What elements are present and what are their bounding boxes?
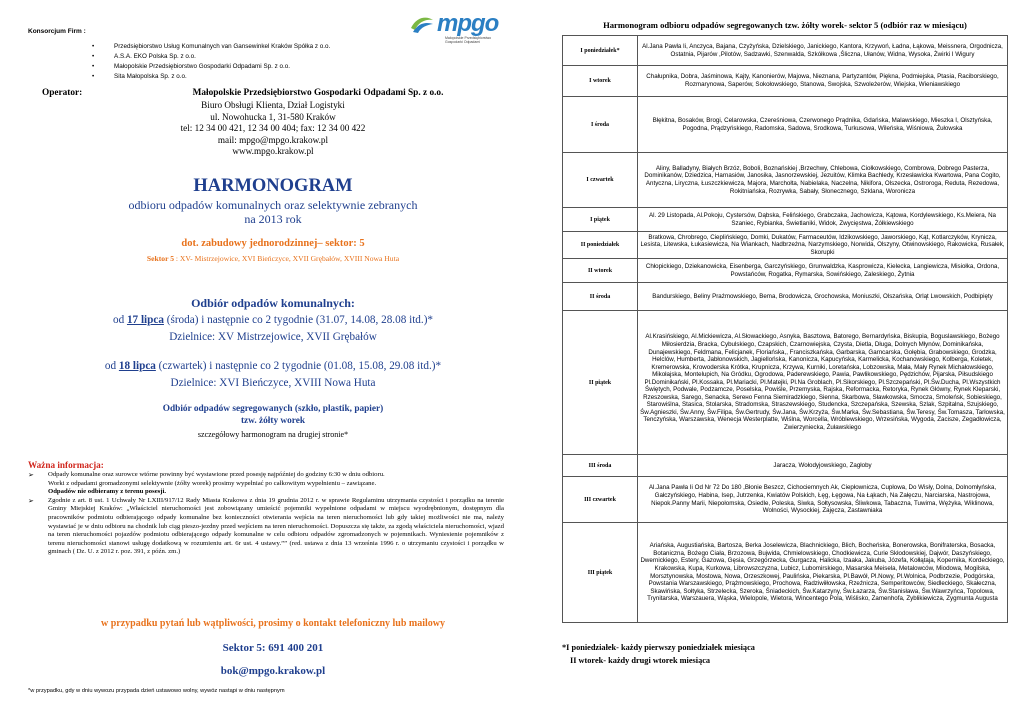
consortium-member: • Przedsiębiorstwo Usług Komunalnych van Gansewinkel Kraków Spółka z o.o. [88,42,330,52]
schedule-streets: Błękitna, Bosaków, Brogi, Celarowska, Czereśniowa, Czerwonego Prądnika, Gdańska, Malawskiego, Mieszka I, Olsztyńska, Pogodna, Prądzyńskiego, Radomska, Sadowa, Srodkowa, Turkusowa, Wileńska, Wiśniowa, Żułowska [638,97,1008,153]
line1-rest: (środa) i następnie co 2 tygodnie (31.07, 14.08, 28.08 itd.)* [163,314,434,326]
page-title: HARMONOGRAM [193,176,353,196]
warning-item-1c: Odpadów nie odbieramy z terenu posesji. [48,488,167,496]
municipal-line-2 [28,360,518,372]
municipal-heading: Odbiór odpadów komunalnych: [191,296,355,310]
consortium-member: • Sita Małopolska Sp. z o.o. [88,72,330,82]
schedule-streets: Aliny, Balladyny, Białych Brzóz, Boboli, Boznańskiej ,Brzechwy, Chlebowa, Ciołkowskiego, Combrowa, Dobrego Pasterza, Dominikanów, Dziedzica, Harnasiów, Janosika, Jasnorzewskiej, Jezuitów, Klimka Bachledy, Krzesławicka Kwartowa, Pana Cogito, Antyczna, Liryczna, Łuszczkiewicza, Majora, Marchołta, Nabielaka, Naczelna, Nikifora, Olszecka, Ostroroga, Reduta, Rezedowa, Rokitniańska, Rozrywka, Sabały, Słonecznego, Szklana, Woronicza [638,153,1008,208]
table-row [563,311,1008,455]
schedule-streets: Al.Jana Pawła Ii Od Nr 72 Do 180 ,Błonie Beszcz, Cichociemnych Ak, Ciepłownicza, Cupłowa, Do Wisły, Dolna, Dolnomłyńska, Gałczyńskiego, Habina, Isep, Jutrzenka, Kwiatów Polskich, Łęg, Łęgowa, Na Łąkach, Na Załęczu, Narciarska, Nastrojowa, Niepok.Panny Marii, Niepołomska, Osiedle, Poleska, Siwka, Sołtysowska, Śliwkowa, Tabaczna, Tuwima, Wężyka, Wiklinowa, Wolności, Wysockiej, Zajęcza, Zastawniaka [638,477,1008,523]
sector-subline [28,254,518,263]
table-row [563,283,1008,311]
logo-subtitle: Małopolskie Przedsiębiorstwo Gospodarki Odpadami [445,36,492,44]
municipal-line-1 [28,314,518,326]
table-row [563,208,1008,232]
contact-email[interactable]: bok@mpgo.krakow.pl [220,665,326,677]
operator-name-text: Małopolskie Przedsiębiorstwo Gospodarki Odpadami Sp. z o.o. [192,88,444,98]
warning-list [28,471,504,557]
operator-office: Biuro Obsługi Klienta, Dział Logistyki [201,100,345,110]
schedule-streets: Ariańska, Augustiańska, Bartosza, Berka Joselewicza, Blachnickiego, Blich, Bocheńska, Bonerowska, Bonifraterska, Bosacka, Botaniczna, Bożego Ciała, Brzozowa, Bujwida, Chmielowskiego, Chodkiewicza, Curie Skłodowskiej, Dajwór, Daszyńskiego, Dwernickiego, Estery, Gazowa, Gęsia, Grzegórzecka, Gurgacza, Halicka, Izaaka, Jakuba, Józefa, Kołłątaja, Kopernika, Kordeckiego, Krakowska, Kupa, Kurkowa, Librowszczyzna, Lubicz, Lubomirskiego, Masarska Meisela, Metalowców, Miodowa, Mogilska, Morsztynowska, Mostowa, Nowa, Orzeszkowej, Paulińska, Piekarska, Pl.Bawół, Pl.Nowy, Pl.Wolnica, Podbrzezie, Podgórska, Powstania Warszawskiego, Prążmowskiego, Prochowa, Radziwiłłowska, Rzeźnicza, Semperitowców, Siedleckiego, Skałeczna, Skawińska, Sołtyka, Strzelecka, Szeroka, Śniadeckich, Św.Katarzyny, Św.Łazarza, Św.Stanisława, Św.Wawrzyńca, Topolowa, Trynitarska, Warszauera, Wąska, Wielopole, Wietora, Wincentego Pola, Wiślisko, Zamenhofa, Zyblikiewicza, Zygmunta Augusta [638,523,1008,623]
schedule-streets: Bratkowa, Chrobrego, Cieplińskiego, Domki, Dukatów, Farmaceutów, Idzikowskiego, Jaworskiego, Kąt, Kotlarczyków, Krynicza, Lesista, Litewska, Łukasiewicza, Na Wiankach, Nadbrzeżna, Narzymskiego, Norwida, Olszyny, Otwinowskiego, Rakowicka, Rusałek, Skorupki [638,232,1008,259]
schedule-day: III piątek [563,523,638,623]
schedule-note-2: II wtorek- każdy drugi wtorek miesiąca [570,656,711,665]
schedule-streets: Chałupnika, Dobra, Jaśminowa, Kajty, Kanonierów, Majowa, Nieznana, Partyzantów, Piękna, Podmiejska, Ptasia, Raciborskiego, Rozmarynowa, Saperów, Sokołowskiego, Stanowa, Swojska, Szwoleżerów, Wiejska, Wieniawskiego [638,66,1008,97]
line1-prefix: od [112,314,127,326]
schedule-day: I piątek [563,208,638,232]
table-row [563,455,1008,477]
schedule-streets: Al. 29 Listopada, Al.Pokoju, Cystersów, Dąbska, Felińskiego, Grabczaka, Jachowicza, Kątowa, Kordylewskiego, Ks.Meiera, Na Szaniec, Rybianka, Świetlaniki, Widok, Zwycięstwa, Żółkiewskiego [638,208,1008,232]
table-row [563,259,1008,283]
schedule-table [562,35,1008,623]
subtitle-line-1: odbioru odpadów komunalnych oraz selektywnie zebranych [128,198,418,212]
table-row [563,523,1008,623]
consortium-member: • A.S.A. EKO Polska Sp. z o.o. [88,52,330,62]
municipal-districts-1 [28,331,518,343]
operator-contact [28,100,518,158]
schedule-day: I poniedziałek* [563,36,638,66]
schedule-day: I wtorek [563,66,638,97]
schedule-title: Harmonogram odbioru odpadów segregowanych tzw. żółty worek- sektor 5 (odbiór raz w miesiącu) [603,20,967,30]
segregated-heading-1: Odbiór odpadów segregowanych (szkło, plastik, papier) [162,404,384,414]
sector-sub-label: Sektor 5 [146,254,174,263]
schedule-day: I czwartek [563,153,638,208]
warning-item-1: ➢ Odpady komunalne oraz surowce wtórne powinny być wystawione przed posesję najpóźniej do godziny 6:30 w dniu odbioru. [28,471,504,480]
warning-item-2: ➢ Zgodnie z art. 8 ust. 1 Uchwały Nr LXIII/917/12 Rady Miasta Krakowa z dnia 19 grudnia 2012 r. w sprawie Regulaminu utrzymania czystości i porządku na terenie Gminy Miejskiej Kraków: „Właściciel nieruchomości jest zobowiązany umieścić pojemniki wypełnione odpadami w miejscu wyodrębnionym, dostępnym dla pracowników podmiotu odbierającego odpady komunalne bez konieczności otwierania wejścia na teren nieruchomości lub gdy takiej możliwości nie ma, należy wystawiać je w dniu odbioru na chodnik lub ciąg pieszo-jezdny przed wejściem na teren nieruchomości. Dopuszcza się także, za zgodą właściciela nieruchomości, wjazd na teren nieruchomości pojazdów podmiotu odbierającego odpady komunalne w celu odbioru odpadów zgromadzonych w pojemnikach. Wyniesienie pojemników z terenu nieruchomości stanowi usługę dodatkową w rozumieniu art. 6r ust. 4 ustawy.”” (red. ustawa z dnia 13 września 1996 r. o utrzymaniu czystości i porządku w gminach ( Dz. U. z 2012 r. poz. 391, z późn. zm.) [28,497,504,557]
logo-text: mpgo [437,10,499,37]
sector-sub-text: : XV- Mistrzejowice, XVI Bieńczyce, XVII Grębałów, XVIII Nowa Huta [174,254,400,263]
schedule-streets: Al.Jana Pawła Ii, Anczyca, Bajana, Czyżyńska, Dzielskiego, Janickiego, Kantora, Krzywoń, Ładna, Łąkowa, Meissnera, Orgodnicza, Ostatnia, Pijarów ,Pilotów, Sadzawki, Szenwalda, Szkółkowa ,Śliczna, Ułanów, Widna, Wysoka, Żwirki I Wigury [638,36,1008,66]
logo-swoosh-icon [409,14,435,34]
schedule-day: II środa [563,283,638,311]
warning-item-1b: Worki z odpadami gromadzonymi selektywnie (żółty worek) prosimy wypełniać po całkowitym wypełnieniu – zawiązane. [48,479,377,487]
subtitle-line-2: na 2013 rok [244,212,302,226]
consortium-member: • Małopolskie Przedsiębiorstwo Gospodarki Odpadami Sp. z o.o. [88,62,330,72]
line1-districts: Dzielnice: XV Mistrzejowice, XVII Grębałów [169,331,377,343]
schedule-streets: Chłopickiego, Dziekanowicka, Eisenberga, Garczyńskiego, Grunwaldzka, Kasprowicza, Kielecka, Langiewicza, Misiołka, Ordona, Powstańców, Rogatka, Rymarska, Sowińskiego, Zaleskiego, Żytnia [638,259,1008,283]
warning-heading: Ważna informacja: [28,460,104,470]
segregated-heading-2: tzw. żółty worek [240,415,306,426]
schedule-day: I środa [563,97,638,153]
operator-label: Operator: [42,88,83,98]
line2-date: 18 lipca [118,360,156,372]
operator-www[interactable]: www.mpgo.krakow.pl [232,146,314,157]
holiday-footnote: *w przypadku, gdy w dniu wywozu przypada dzień ustawowo wolny, wywóz nastąpi w dniu następnym [28,688,285,694]
schedule-day: III środa [563,455,638,477]
consortium-list [88,42,330,82]
operator-mail[interactable]: mail: mpgo@mpgo.krakow.pl [217,134,329,145]
table-row [563,66,1008,97]
schedule-streets: Bandurskiego, Beliny Prażmowskiego, Bema, Brodowicza, Grochowska, Moniuszki, Olszańska, Orląt Lwowskich, Podbipięty [638,283,1008,311]
mpgo-logo [407,12,502,42]
table-row [563,36,1008,66]
sector-heading: dot. zabudowy jednorodzinnej– sektor: 5 [181,238,365,249]
operator-name [28,88,518,98]
line1-date: 17 lipca [126,314,164,326]
schedule-note-1: *I poniedziałek- każdy pierwszy poniedziałek miesiąca [562,643,755,652]
schedule-day: II wtorek [563,259,638,283]
schedule-streets: Jaracza, Wołodyjowskiego, Zagłoby [638,455,1008,477]
operator-tel: tel: 12 34 00 421, 12 34 00 404; fax: 12 34 00 422 [180,123,366,134]
table-row [563,477,1008,523]
sector-phone[interactable]: Sektor 5: 691 400 201 [222,642,324,654]
table-row [563,232,1008,259]
municipal-districts-2 [28,377,518,389]
page-subtitle [28,198,518,226]
line2-prefix: od [104,360,119,372]
table-row [563,153,1008,208]
schedule-day: II poniedziałek [563,232,638,259]
table-row [563,97,1008,153]
line2-rest: (czwartek) i następnie co 2 tygodnie (01.08, 15.08, 29.08 itd.)* [155,360,442,372]
schedule-day: II piątek [563,311,638,455]
consortium-label: Konsorcjum Firm : [28,28,86,35]
schedule-day: III czwartek [563,477,638,523]
contact-line: w przypadku pytań lub wątpliwości, prosimy o kontakt telefoniczny lub mailowy [100,618,446,629]
line2-districts: Dzielnice: XVI Bieńczyce, XVIII Nowa Huta [170,377,376,389]
segregated-sub: szczegółowy harmonogram na drugiej stronie* [197,430,349,439]
schedule-streets: Al.Krasińskiego, Al.Mickiewicza, Al.Słowackiego, Asnyka, Basztowa, Batorego, Bernardyńska, Biskupia, Boguslawskiego, Bożego Miłosierdzia, Bracka, Cybulskiego, Czapskich, Czarnowiejska, Czysta, Dietla, Długa, Dolnych Młynów, Dominikańska, Dunajewskiego, Feldmana, Felicjanek, Floriańska,, Franciszkańska, Garbarska, Garncarska, Gołębia, Grabowskiego, Grodzka, Helclów, Humberta, Jabłonowskich, Jagiellońska, Kanonicza, Kapucyńska, Karmelicka, Kochanowskiego, Kolberga, Koletek, Kremerowska, Krowoderska Krótka, Krupnicza, Krzywa, Kurniki, Loretańska, Lobzowska, Mała, Mały Rynek Michałowskiego, Mikołajska, Montelupich, Na Gródku, Ogrodowa, Paderewskiego, Pawia, Pawlikowskiego, Pędzichów, Pijarska, Piłsudskiego Pl.Dominikański, Pl.Kossaka, Pl.Mariacki, Pl.Matejki, Pl.Na Groblach, Pl.Sikorskiego, Pl.Szczepański, Pl.Św.Ducha, Pl.Wszystkich Świętych, Podwale, Podzamcze, Poselska, Powiśle, Przemyska, Rajska, Reformacka, Retoryka, Rynek Główny, Rynek Kleparski, Rzeszowska, Sarego, Senacka, Serено Fenna Siemiradzkiego, Sienna, Skarbowa, Sławkowska, Smocza, Smoleńsk, Sobieskiego, Starowiślna, Stasica, Stolarska, Stradomska, Straszewskiego, Studencka, Szczepańska, Szewska, Szlak, Szpitalna, Szujskiego, Św.Agnieszki, Św.Anny, Św.Filipa, Św.Gertrudy, Św.Jana, Św.Krzyża, Św.Marka, Św.Sebastiana, Św.Teresy, Św.Tomasza, Tarłowska, Tenczyńska, Warszawska, Wenecja Westerplatte, Wiślna, Worcella, Wróblewskiego, Wrzesińska, Wygoda, Zacisze, Zegadłowicza, Zwierzyniecka, Żuławskiego [638,311,1008,455]
segregated-heading [28,404,518,427]
operator-street: ul. Nowohucka 1, 31-580 Kraków [210,111,336,122]
